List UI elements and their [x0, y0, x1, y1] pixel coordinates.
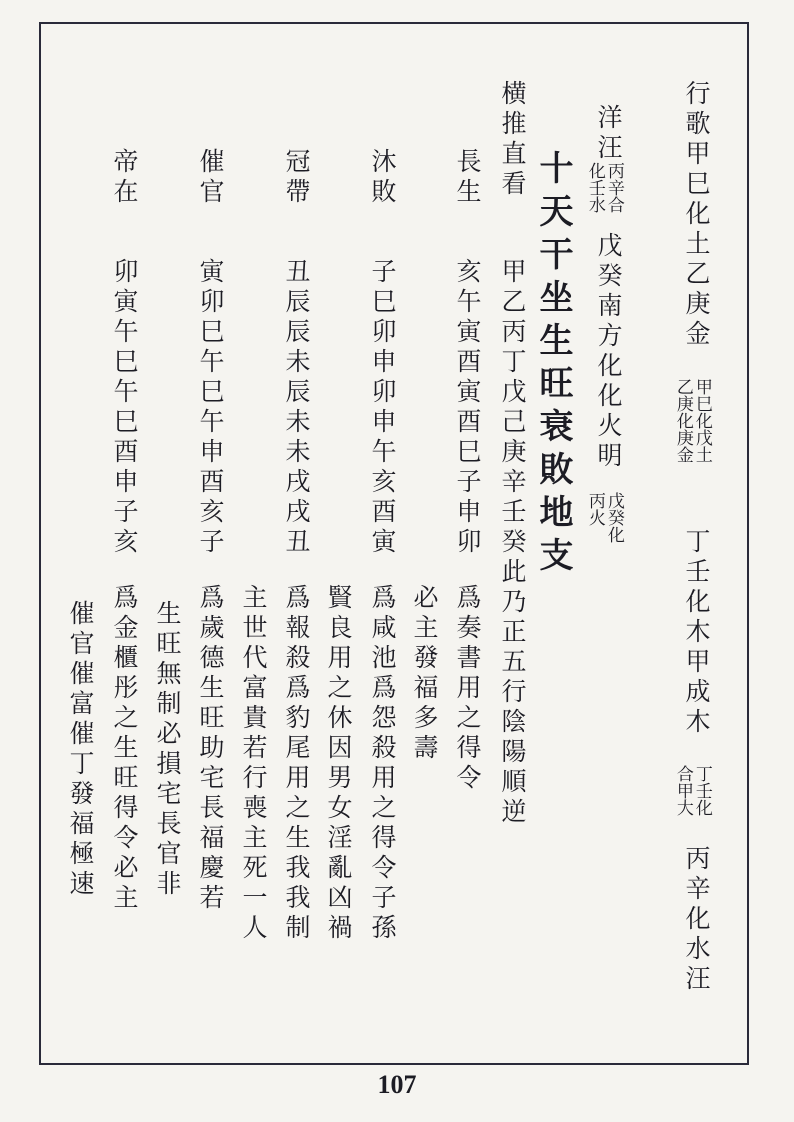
stage-name: 冠帶 [282, 148, 311, 208]
stage-note: 爲歲德生旺助宅長福慶若 [196, 584, 225, 914]
section-title: 十天干坐生旺衰敗地支 [533, 150, 573, 580]
song-note-2a: 丁壬化 [691, 765, 712, 816]
stage-note-continued: 主世代富貴若行喪主死一人 [239, 584, 268, 944]
song-line-1: 行歌甲巳化土乙庚金 [682, 80, 711, 350]
song-note-3b: 化壬水 [584, 162, 605, 213]
stage-branches: 丑辰辰未辰未未戌戌丑 [282, 258, 311, 558]
song-line-2: 戊癸南方化化火明 [594, 232, 623, 472]
song-line-1-end: 丙辛化水汪 [682, 845, 711, 995]
stage-note: 爲奏書用之得令 [453, 584, 482, 794]
stage-branches: 亥午寅酉寅酉巳子申卯 [453, 258, 482, 558]
intro-head: 横推直看 [498, 80, 527, 200]
song-note-4a: 戊癸化 [603, 492, 624, 543]
song-note-1a: 甲巳化戊土 [691, 378, 712, 463]
stage-name: 催官 [196, 148, 225, 208]
stage-branches: 子巳卯申卯申午亥酉寅 [368, 258, 397, 558]
stage-note-continued: 必主發福多壽 [410, 584, 439, 764]
song-line-2-head: 洋汪 [594, 104, 623, 164]
stage-note: 爲報殺爲豹尾用之生我我制 [282, 584, 311, 944]
page-number: 107 [377, 1070, 417, 1099]
stage-note: 爲金櫃彤之生旺得令必主 [110, 584, 139, 914]
song-note-4b: 丙火 [584, 492, 605, 526]
stage-name: 沐敗 [368, 148, 397, 208]
song-line-1-rest: 丁壬化木甲成木 [682, 528, 711, 738]
stage-branches: 寅卯巳午巳午申酉亥子 [196, 258, 225, 558]
song-note-1b: 乙庚化庚金 [672, 378, 693, 463]
stage-note-continued: 催官催富催丁發福極速 [66, 600, 95, 900]
intro-body: 甲乙丙丁戊己庚辛壬癸此乃正五行陰陽順逆 [498, 258, 527, 828]
stage-name: 帝在 [110, 148, 139, 208]
stage-note: 爲咸池爲怨殺用之得令子孫 [368, 584, 397, 944]
stage-branches: 卯寅午巳午巳酉申子亥 [110, 258, 139, 558]
stage-note-continued: 賢良用之休因男女淫亂凶禍 [324, 584, 353, 944]
stage-note-continued: 生旺無制必損宅長官非 [153, 600, 182, 900]
stage-name: 長生 [453, 148, 482, 208]
song-note-3a: 丙辛合 [603, 162, 624, 213]
song-note-2b: 合甲大 [672, 765, 693, 816]
